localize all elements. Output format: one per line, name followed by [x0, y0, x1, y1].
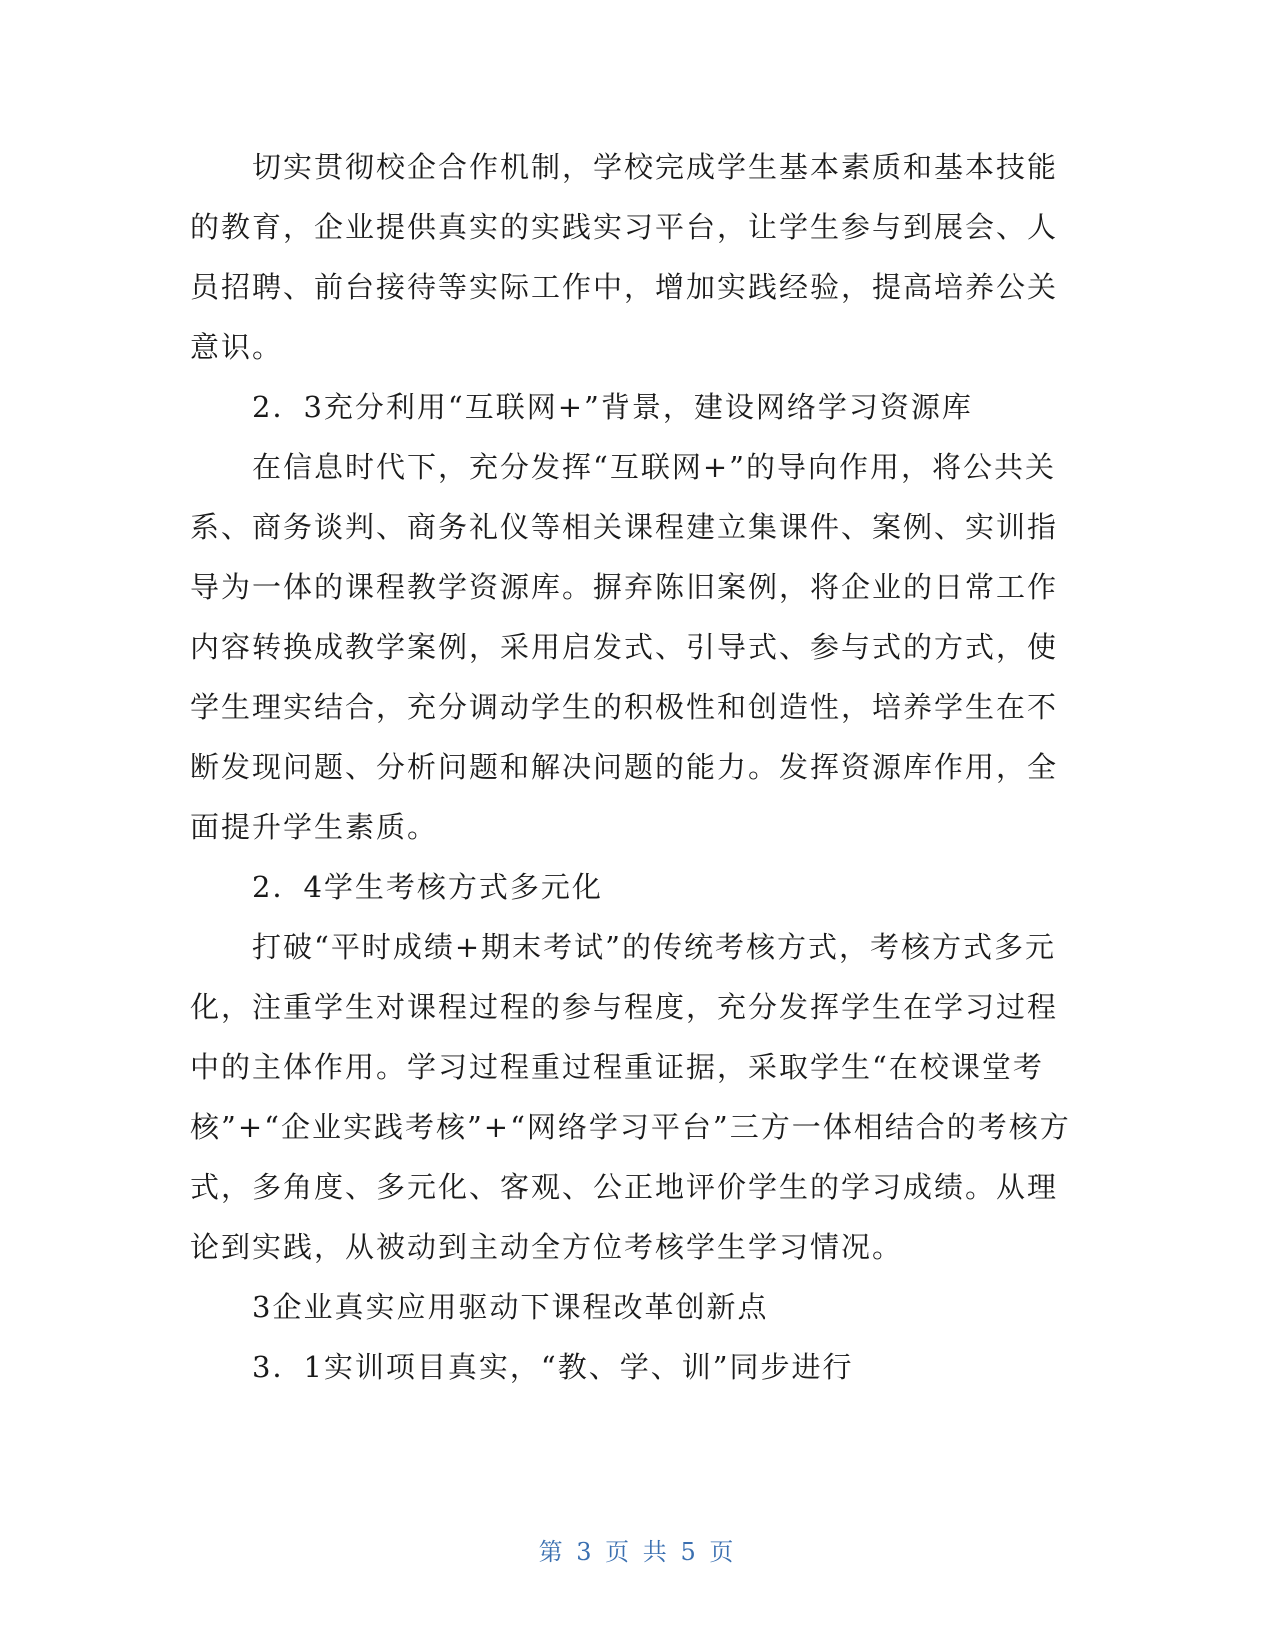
section-heading: 2．4学生考核方式多元化	[252, 870, 603, 904]
paragraph: 在信息时代下，充分发挥“互联网+”的导向作用，将公共关系、商务谈判、商务礼仪等相关课程建立集课件、案例、实训指导为一体的课程教学资源库。摒弃陈旧案例，将企业的日常工作内容转换成教学案例，采用启发式、引导式、参与式的方式，使学生理实结合，充分调动学生的积极性和创造性，培养学生在不断发现问题、分析问题和解决问题的能力。发挥资源库作用，全面提升学生素质。	[190, 450, 1059, 844]
section-heading: 3．1实训项目真实，“教、学、训”同步进行	[252, 1350, 854, 1384]
page-footer	[0, 1532, 1275, 1567]
page-number: 第 3 页 共 5 页	[538, 1538, 737, 1566]
paragraph: 切实贯彻校企合作机制，学校完成学生基本素质和基本技能的教育，企业提供真实的实践实习平台，让学生参与到展会、人员招聘、前台接待等实际工作中，增加实践经验，提高培养公关意识。	[190, 150, 1059, 364]
section-heading: 2．3充分利用“互联网+”背景，建设网络学习资源库	[252, 390, 973, 424]
section-heading: 3企业真实应用驱动下课程改革创新点	[252, 1290, 769, 1324]
paragraph: 打破“平时成绩+期末考试”的传统考核方式，考核方式多元化，注重学生对课程过程的参与程度，充分发挥学生在学习过程中的主体作用。学习过程重过程重证据，采取学生“在校课堂考核”+“企业实践考核”+“网络学习平台”三方一体相结合的考核方式，多角度、多元化、客观、公正地评价学生的学习成绩。从理论到实践，从被动到主动全方位考核学生学习情况。	[190, 930, 1071, 1264]
document-body	[190, 137, 1075, 1397]
